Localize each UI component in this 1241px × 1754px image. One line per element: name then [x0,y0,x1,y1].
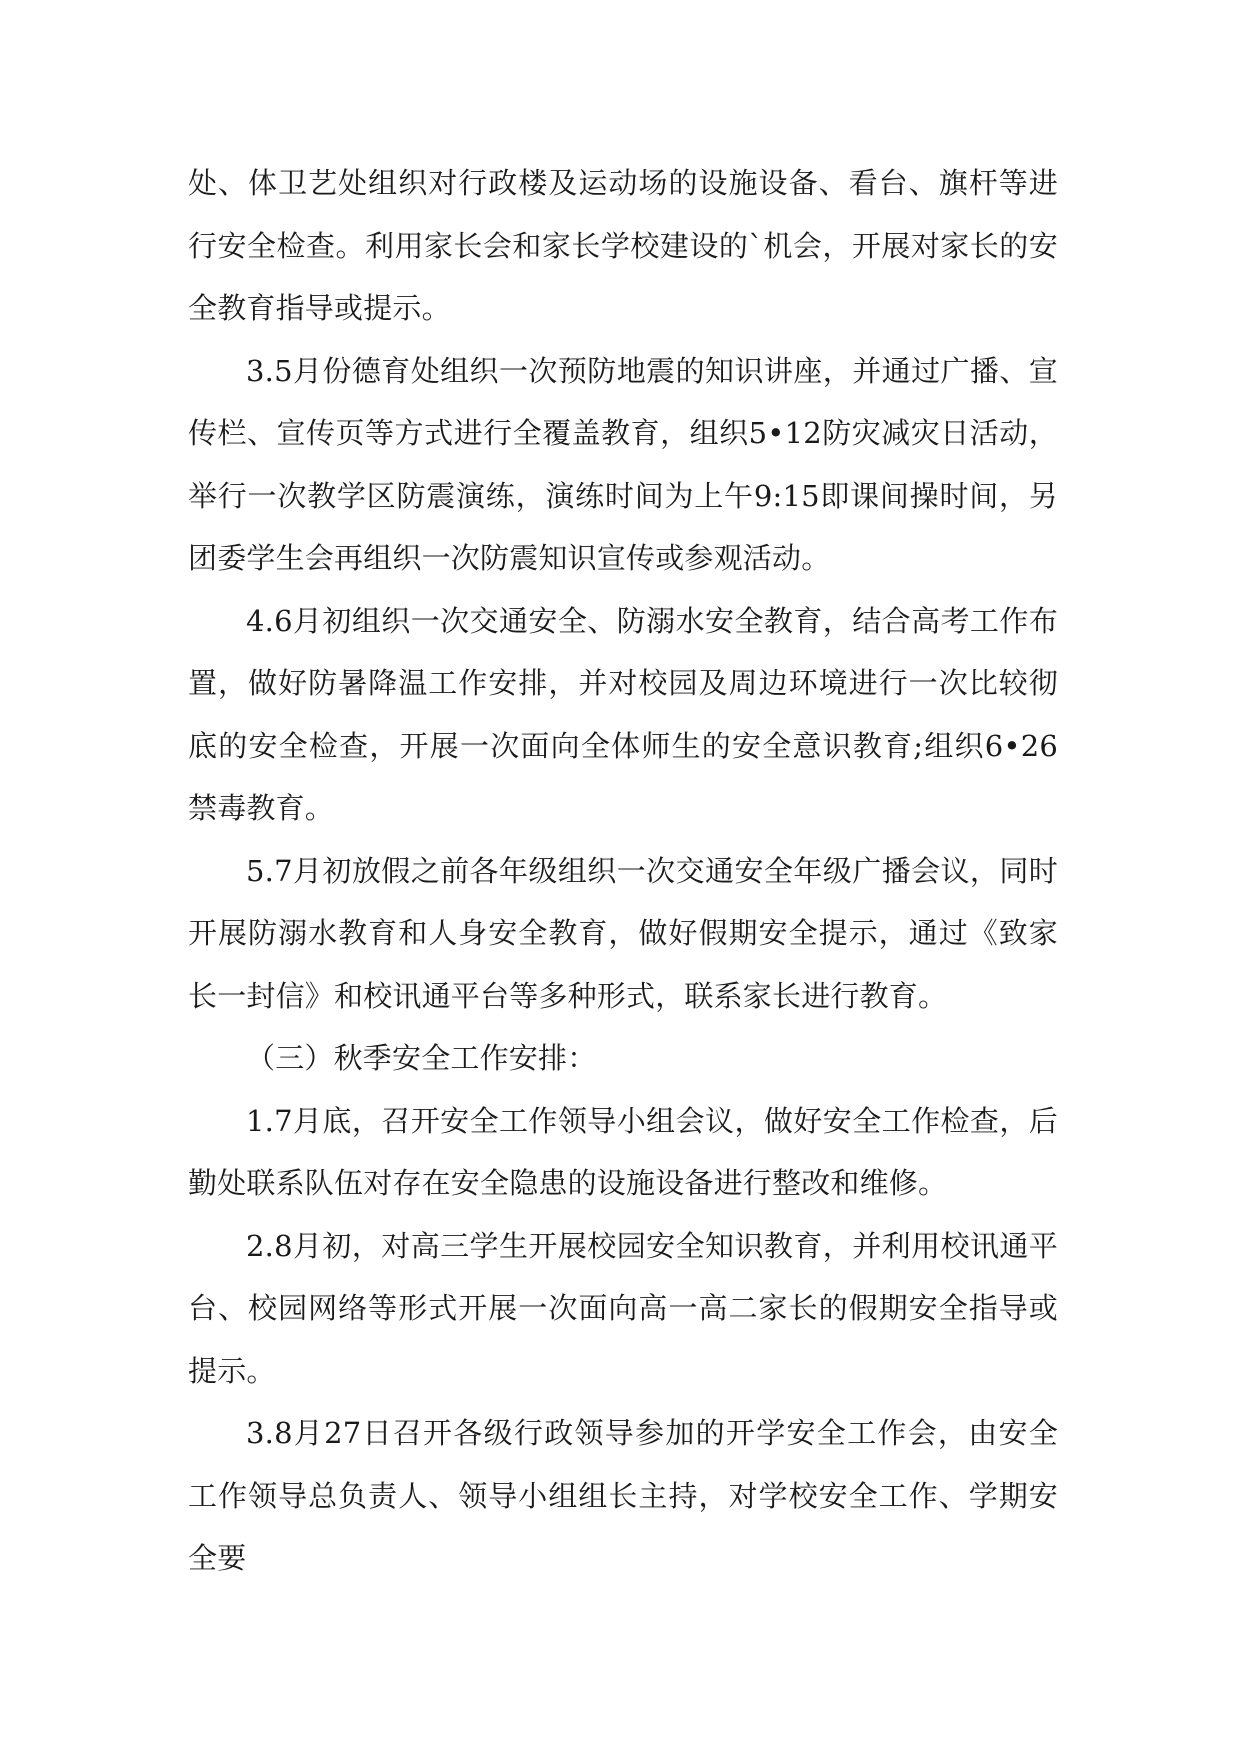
section-heading-autumn: （三）秋季安全工作安排： [246,1041,597,1075]
document-body [188,152,1058,1590]
paragraph-item-5: 5.7月初放假之前各年级组织一次交通安全年级广播会议，同时开展防溺水教育和人身安全教育，做好假期安全提示，通过《致家长一封信》和校讯通平台等多种形式，联系家长进行教育。 [188,853,1058,1013]
paragraph-autumn-item-2: 2.8月初，对高三学生开展校园安全知识教育，并利用校讯通平台、校园网络等形式开展一次面向高一高二家长的假期安全指导或提示。 [188,1228,1058,1388]
paragraph-item-3: 3.5月份德育处组织一次预防地震的知识讲座，并通过广播、宣传栏、宣传页等方式进行全覆盖教育，组织5•12防灾减灾日活动，举行一次教学区防震演练，演练时间为上午9:15即课间操时间，另团委学生会再组织一次防震知识宣传或参观活动。 [188,353,1058,575]
paragraph-autumn-item-3: 3.8月27日召开各级行政领导参加的开学安全工作会，由安全工作领导总负责人、领导小组组长主持，对学校安全工作、学期安全要 [188,1416,1058,1575]
paragraph-autumn-item-1: 1.7月底，召开安全工作领导小组会议，做好安全工作检查，后勤处联系队伍对存在安全隐患的设施设备进行整改和维修。 [188,1103,1058,1200]
paragraph-item-4: 4.6月初组织一次交通安全、防溺水安全教育，结合高考工作布置，做好防暑降温工作安排，并对校园及周边环境进行一次比较彻底的安全检查，开展一次面向全体师生的安全意识教育;组织6•26禁毒教育。 [188,603,1058,825]
paragraph-continuation: 处、体卫艺处组织对行政楼及运动场的设施设备、看台、旗杆等进行安全检查。利用家长会和家长学校建设的`机会，开展对家长的安全教育指导或提示。 [188,166,1058,325]
